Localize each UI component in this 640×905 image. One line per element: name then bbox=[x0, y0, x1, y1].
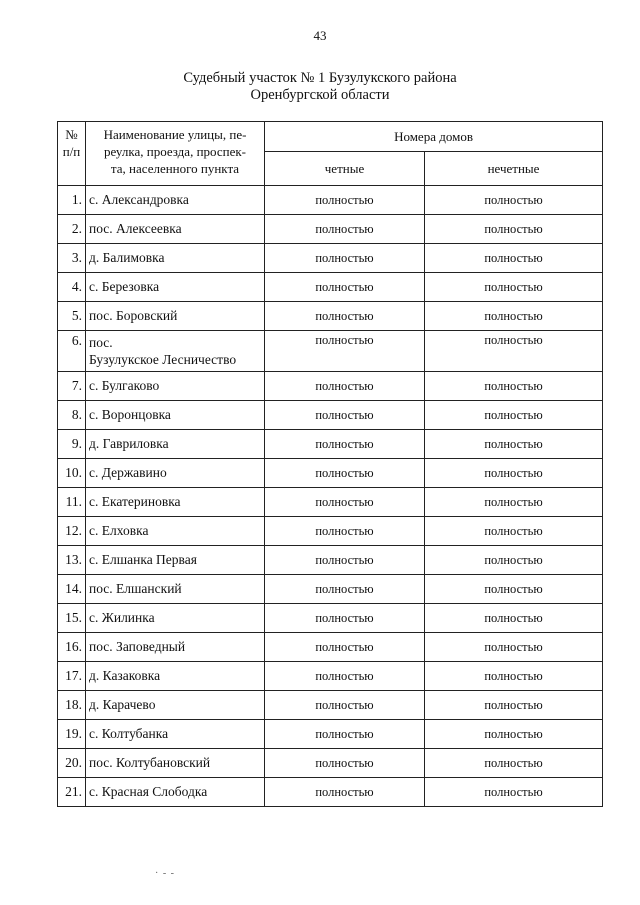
settlement-name: с. Жилинка bbox=[86, 604, 265, 633]
settlement-name: с. Воронцовка bbox=[86, 401, 265, 430]
even-houses: полностью bbox=[265, 302, 425, 331]
settlement-name: с. Державино bbox=[86, 459, 265, 488]
table-row bbox=[58, 778, 603, 807]
even-houses: полностью bbox=[265, 575, 425, 604]
footer-mark: · - - bbox=[155, 868, 175, 879]
header-number-line-1: № bbox=[65, 127, 78, 142]
even-houses: полностью bbox=[265, 273, 425, 302]
settlement-name: с. Екатериновка bbox=[86, 488, 265, 517]
row-number: 19. bbox=[58, 720, 86, 749]
odd-houses: полностью bbox=[425, 215, 603, 244]
row-number: 16. bbox=[58, 633, 86, 662]
table-row bbox=[58, 720, 603, 749]
title-line-1: Судебный участок № 1 Бузулукского района bbox=[183, 70, 457, 86]
header-house-numbers: Номера домов bbox=[265, 122, 603, 152]
row-number: 6. bbox=[58, 331, 86, 372]
even-houses: полностью bbox=[265, 517, 425, 546]
settlement-name: д. Гавриловка bbox=[86, 430, 265, 459]
odd-houses: полностью bbox=[425, 186, 603, 215]
court-district-table bbox=[57, 121, 603, 807]
settlement-name-line-2: Бузулукское Лесничество bbox=[89, 352, 237, 367]
table-row bbox=[58, 691, 603, 720]
settlement-name: пос. Боровский bbox=[86, 302, 265, 331]
even-houses: полностью bbox=[265, 459, 425, 488]
even-houses: полностью bbox=[265, 372, 425, 401]
odd-houses: полностью bbox=[425, 372, 603, 401]
row-number: 5. bbox=[58, 302, 86, 331]
header-even: четные bbox=[265, 152, 425, 186]
table-row bbox=[58, 633, 603, 662]
odd-houses: полностью bbox=[425, 302, 603, 331]
table-row bbox=[58, 302, 603, 331]
row-number: 12. bbox=[58, 517, 86, 546]
table-row bbox=[58, 273, 603, 302]
even-houses: полностью bbox=[265, 488, 425, 517]
even-houses: полностью bbox=[265, 430, 425, 459]
even-houses: полностью bbox=[265, 604, 425, 633]
even-houses: полностью bbox=[265, 662, 425, 691]
settlement-name: д. Казаковка bbox=[86, 662, 265, 691]
odd-houses: полностью bbox=[425, 778, 603, 807]
row-number: 21. bbox=[58, 778, 86, 807]
table-row bbox=[58, 546, 603, 575]
page-number: 43 bbox=[313, 28, 327, 43]
odd-houses: полностью bbox=[425, 604, 603, 633]
even-houses: полностью bbox=[265, 244, 425, 273]
row-number: 14. bbox=[58, 575, 86, 604]
odd-houses: полностью bbox=[425, 488, 603, 517]
row-number: 7. bbox=[58, 372, 86, 401]
header-number bbox=[58, 122, 86, 186]
table-row bbox=[58, 575, 603, 604]
odd-houses: полностью bbox=[425, 244, 603, 273]
settlement-name: пос. Елшанский bbox=[86, 575, 265, 604]
row-number: 17. bbox=[58, 662, 86, 691]
settlement-name: д. Карачево bbox=[86, 691, 265, 720]
header-odd: нечетные bbox=[425, 152, 603, 186]
row-number: 9. bbox=[58, 430, 86, 459]
even-houses: полностью bbox=[265, 633, 425, 662]
even-houses: полностью bbox=[265, 546, 425, 575]
table-row bbox=[58, 401, 603, 430]
header-name-line-1: Наименование улицы, пе- bbox=[103, 127, 247, 142]
header-number-line-2: п/п bbox=[62, 144, 81, 159]
odd-houses: полностью bbox=[425, 691, 603, 720]
odd-houses: полностью bbox=[425, 546, 603, 575]
odd-houses: полностью bbox=[425, 331, 603, 372]
row-number: 8. bbox=[58, 401, 86, 430]
odd-houses: полностью bbox=[425, 430, 603, 459]
settlement-name-line-1: пос. bbox=[89, 335, 113, 350]
row-number: 10. bbox=[58, 459, 86, 488]
settlement-name: д. Балимовка bbox=[86, 244, 265, 273]
even-houses: полностью bbox=[265, 778, 425, 807]
settlement-name: с. Березовка bbox=[86, 273, 265, 302]
even-houses: полностью bbox=[265, 749, 425, 778]
header-name-line-2: реулка, проезда, проспек- bbox=[103, 144, 246, 159]
settlement-name: с. Елшанка Первая bbox=[86, 546, 265, 575]
table-row bbox=[58, 459, 603, 488]
row-number: 15. bbox=[58, 604, 86, 633]
even-houses: полностью bbox=[265, 720, 425, 749]
even-houses: полностью bbox=[265, 331, 425, 372]
even-houses: полностью bbox=[265, 186, 425, 215]
table-row bbox=[58, 331, 603, 372]
row-number: 11. bbox=[58, 488, 86, 517]
table-row bbox=[58, 488, 603, 517]
row-number: 1. bbox=[58, 186, 86, 215]
settlement-name: с. Колтубанка bbox=[86, 720, 265, 749]
table-row bbox=[58, 186, 603, 215]
table-row bbox=[58, 604, 603, 633]
row-number: 3. bbox=[58, 244, 86, 273]
odd-houses: полностью bbox=[425, 662, 603, 691]
title-line-2: Оренбургской области bbox=[250, 87, 390, 103]
row-number: 2. bbox=[58, 215, 86, 244]
settlement-name: пос. Алексеевка bbox=[86, 215, 265, 244]
odd-houses: полностью bbox=[425, 633, 603, 662]
settlement-name: с. Красная Слободка bbox=[86, 778, 265, 807]
table-row bbox=[58, 662, 603, 691]
odd-houses: полностью bbox=[425, 401, 603, 430]
header-street-name bbox=[86, 122, 265, 186]
table-row bbox=[58, 517, 603, 546]
odd-houses: полностью bbox=[425, 720, 603, 749]
even-houses: полностью bbox=[265, 691, 425, 720]
settlement-name: с. Булгаково bbox=[86, 372, 265, 401]
row-number: 20. bbox=[58, 749, 86, 778]
odd-houses: полностью bbox=[425, 517, 603, 546]
settlement-name bbox=[86, 331, 265, 372]
table-row bbox=[58, 430, 603, 459]
table-row bbox=[58, 215, 603, 244]
row-number: 18. bbox=[58, 691, 86, 720]
table-row bbox=[58, 372, 603, 401]
row-number: 13. bbox=[58, 546, 86, 575]
settlement-name: с. Елховка bbox=[86, 517, 265, 546]
table-row bbox=[58, 749, 603, 778]
odd-houses: полностью bbox=[425, 459, 603, 488]
settlement-name: с. Александровка bbox=[86, 186, 265, 215]
odd-houses: полностью bbox=[425, 575, 603, 604]
even-houses: полностью bbox=[265, 401, 425, 430]
odd-houses: полностью bbox=[425, 749, 603, 778]
odd-houses: полностью bbox=[425, 273, 603, 302]
row-number: 4. bbox=[58, 273, 86, 302]
header-name-line-3: та, населенного пункта bbox=[110, 161, 240, 176]
page-title bbox=[0, 70, 640, 104]
settlement-name: пос. Заповедный bbox=[86, 633, 265, 662]
settlement-name: пос. Колтубановский bbox=[86, 749, 265, 778]
even-houses: полностью bbox=[265, 215, 425, 244]
table-row bbox=[58, 244, 603, 273]
